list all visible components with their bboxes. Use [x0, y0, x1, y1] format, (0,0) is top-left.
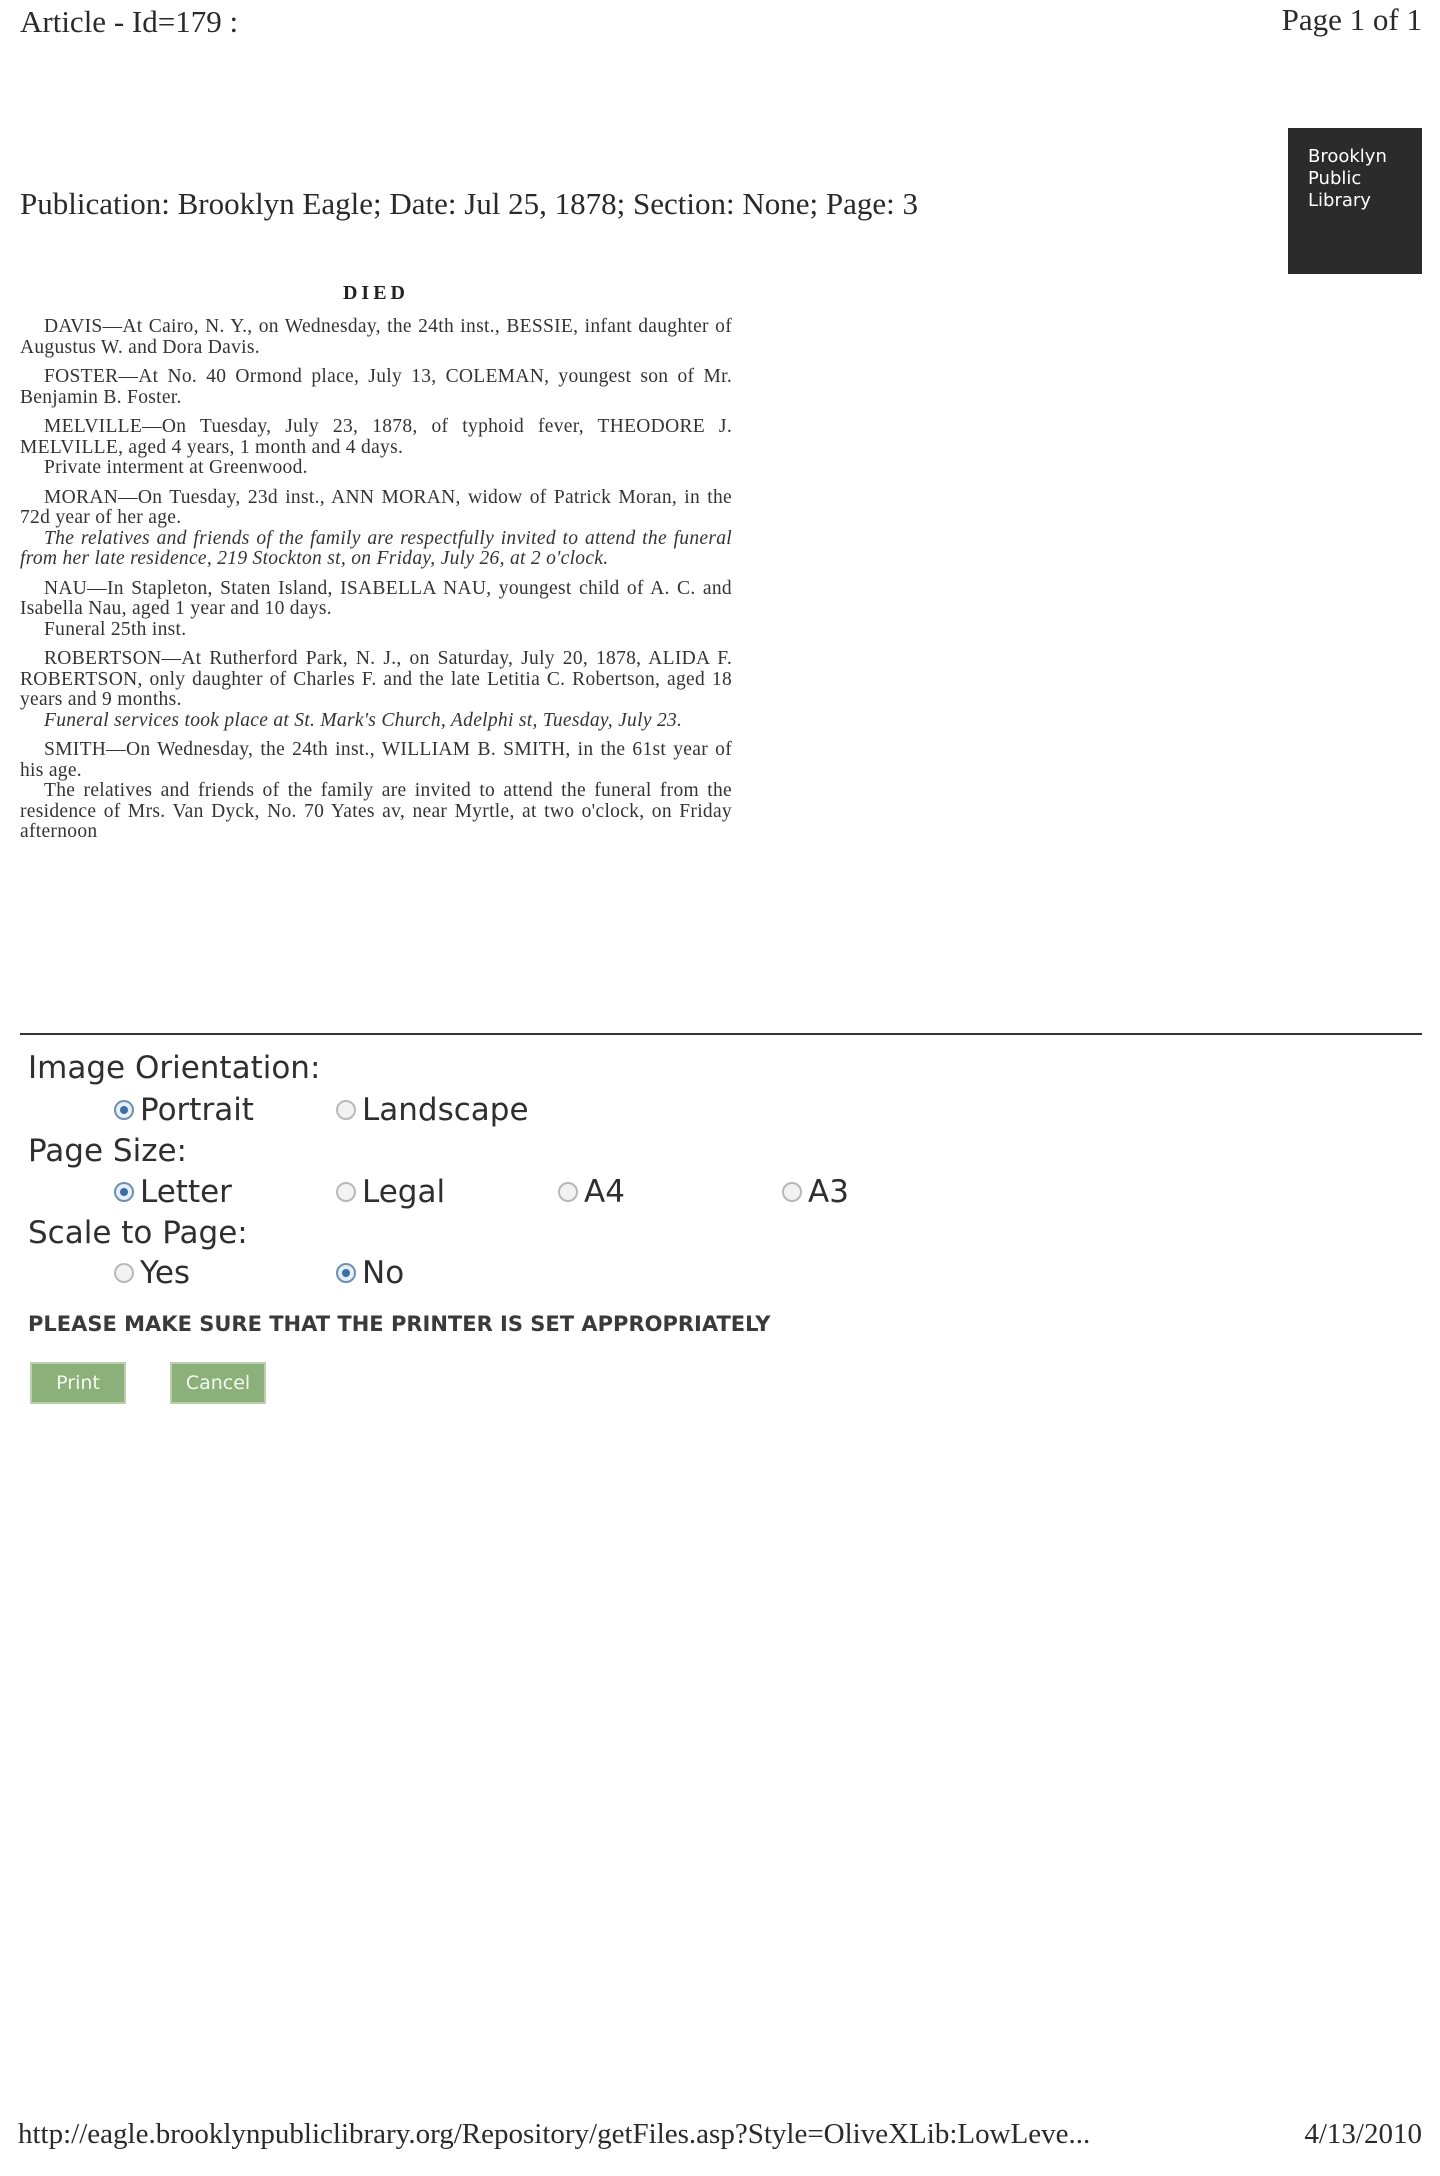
a4-radio[interactable]: [558, 1182, 578, 1202]
footer-url: http://eagle.brooklynpubliclibrary.org/Repository/getFiles.asp?Style=OliveXLib:LowLeve...: [18, 2118, 1091, 2150]
scale-label: Scale to Page:: [28, 1215, 248, 1251]
page-counter: Page 1 of 1: [1281, 2, 1422, 37]
orientation-portrait-option[interactable]: [114, 1092, 254, 1128]
obituary-entry: [20, 579, 732, 641]
legal-radio[interactable]: [336, 1182, 356, 1202]
brooklyn-public-library-logo: [1288, 128, 1422, 274]
no-label: No: [362, 1255, 405, 1291]
page-size-label: Page Size:: [28, 1133, 187, 1169]
obituary-text: FOSTER—At No. 40 Ormond place, July 13, COLEMAN, youngest son of Mr. Benjamin B. Foster.: [20, 366, 732, 408]
obituary-entry: [20, 417, 732, 479]
yes-radio[interactable]: [114, 1263, 134, 1283]
cancel-button[interactable]: Cancel: [170, 1362, 266, 1404]
logo-line-1: Brooklyn: [1308, 146, 1387, 167]
a4-label: A4: [584, 1174, 625, 1210]
obituary-text: NAU—In Stapleton, Staten Island, ISABELLA NAU, youngest child of A. C. and Isabella Nau, aged 1 year and 10 days.: [20, 577, 732, 619]
logo-line-2: Public: [1308, 168, 1362, 189]
landscape-radio[interactable]: [336, 1100, 356, 1120]
obituary-note: Funeral services took place at St. Mark's Church, Adelphi st, Tuesday, July 23.: [44, 709, 683, 731]
footer-date: 4/13/2010: [1304, 2118, 1422, 2150]
obituary-entry: [20, 740, 732, 843]
scale-yes-option[interactable]: [114, 1255, 190, 1291]
obituary-text: MORAN—On Tuesday, 23d inst., ANN MORAN, widow of Patrick Moran, in the 72d year of her age.: [20, 486, 732, 528]
a3-label: A3: [808, 1174, 849, 1210]
article-heading: DIED: [342, 282, 409, 304]
publication-info: Publication: Brooklyn Eagle; Date: Jul 25, 1878; Section: None; Page: 3: [20, 186, 919, 221]
legal-label: Legal: [362, 1174, 446, 1210]
obituary-note: The relatives and friends of the family are respectfully invited to attend the funeral from her late residence, 219 Stockton st, on Friday, July 26, at 2 o'clock.: [20, 527, 732, 569]
newspaper-clipping: [20, 282, 732, 1030]
letter-label: Letter: [140, 1174, 232, 1210]
a3-radio[interactable]: [782, 1182, 802, 1202]
page-size-legal-option[interactable]: [336, 1174, 445, 1210]
printer-notice: PLEASE MAKE SURE THAT THE PRINTER IS SET APPROPRIATELY: [28, 1312, 771, 1336]
print-button[interactable]: Print: [30, 1362, 126, 1404]
obituary-entry: [20, 367, 732, 408]
obituary-note: The relatives and friends of the family are invited to attend the funeral from the residence of Mrs. Van Dyck, No. 70 Yates av, near Myrtle, at two o'clock, on Friday afternoon: [20, 780, 732, 842]
obituary-text: ROBERTSON—At Rutherford Park, N. J., on Saturday, July 20, 1878, ALIDA F. ROBERTSON, only daughter of Charles F. and the late Letitia C. Robertson, aged 18 years and 9 months.: [20, 648, 732, 710]
no-radio[interactable]: [336, 1263, 356, 1283]
obituary-note: Funeral 25th inst.: [44, 618, 187, 640]
article-id-title: Article - Id=179 :: [20, 4, 239, 39]
orientation-landscape-option[interactable]: [336, 1092, 529, 1128]
obituary-text: MELVILLE—On Tuesday, July 23, 1878, of typhoid fever, THEODORE J. MELVILLE, aged 4 years, 1 month and 4 days.: [20, 416, 732, 458]
logo-line-3: Library: [1308, 190, 1371, 211]
page-size-a4-option[interactable]: [558, 1174, 625, 1210]
obituary-text: DAVIS—At Cairo, N. Y., on Wednesday, the 24th inst., BESSIE, infant daughter of Augustus W. and Dora Davis.: [20, 316, 732, 358]
page-size-letter-option[interactable]: [114, 1174, 232, 1210]
orientation-label: Image Orientation:: [28, 1050, 321, 1086]
obituary-entry: [20, 649, 732, 731]
landscape-label: Landscape: [362, 1092, 529, 1128]
section-divider: [20, 1033, 1422, 1035]
yes-label: Yes: [140, 1255, 191, 1291]
portrait-label: Portrait: [140, 1092, 254, 1128]
obituary-text: SMITH—On Wednesday, the 24th inst., WILLIAM B. SMITH, in the 61st year of his age.: [20, 739, 732, 781]
scale-no-option[interactable]: [336, 1255, 404, 1291]
letter-radio[interactable]: [114, 1182, 134, 1202]
portrait-radio[interactable]: [114, 1100, 134, 1120]
obituary-entry: [20, 317, 732, 358]
page-size-a3-option[interactable]: [782, 1174, 849, 1210]
obituary-entry: [20, 488, 732, 570]
obituary-note: Private interment at Greenwood.: [44, 457, 308, 478]
